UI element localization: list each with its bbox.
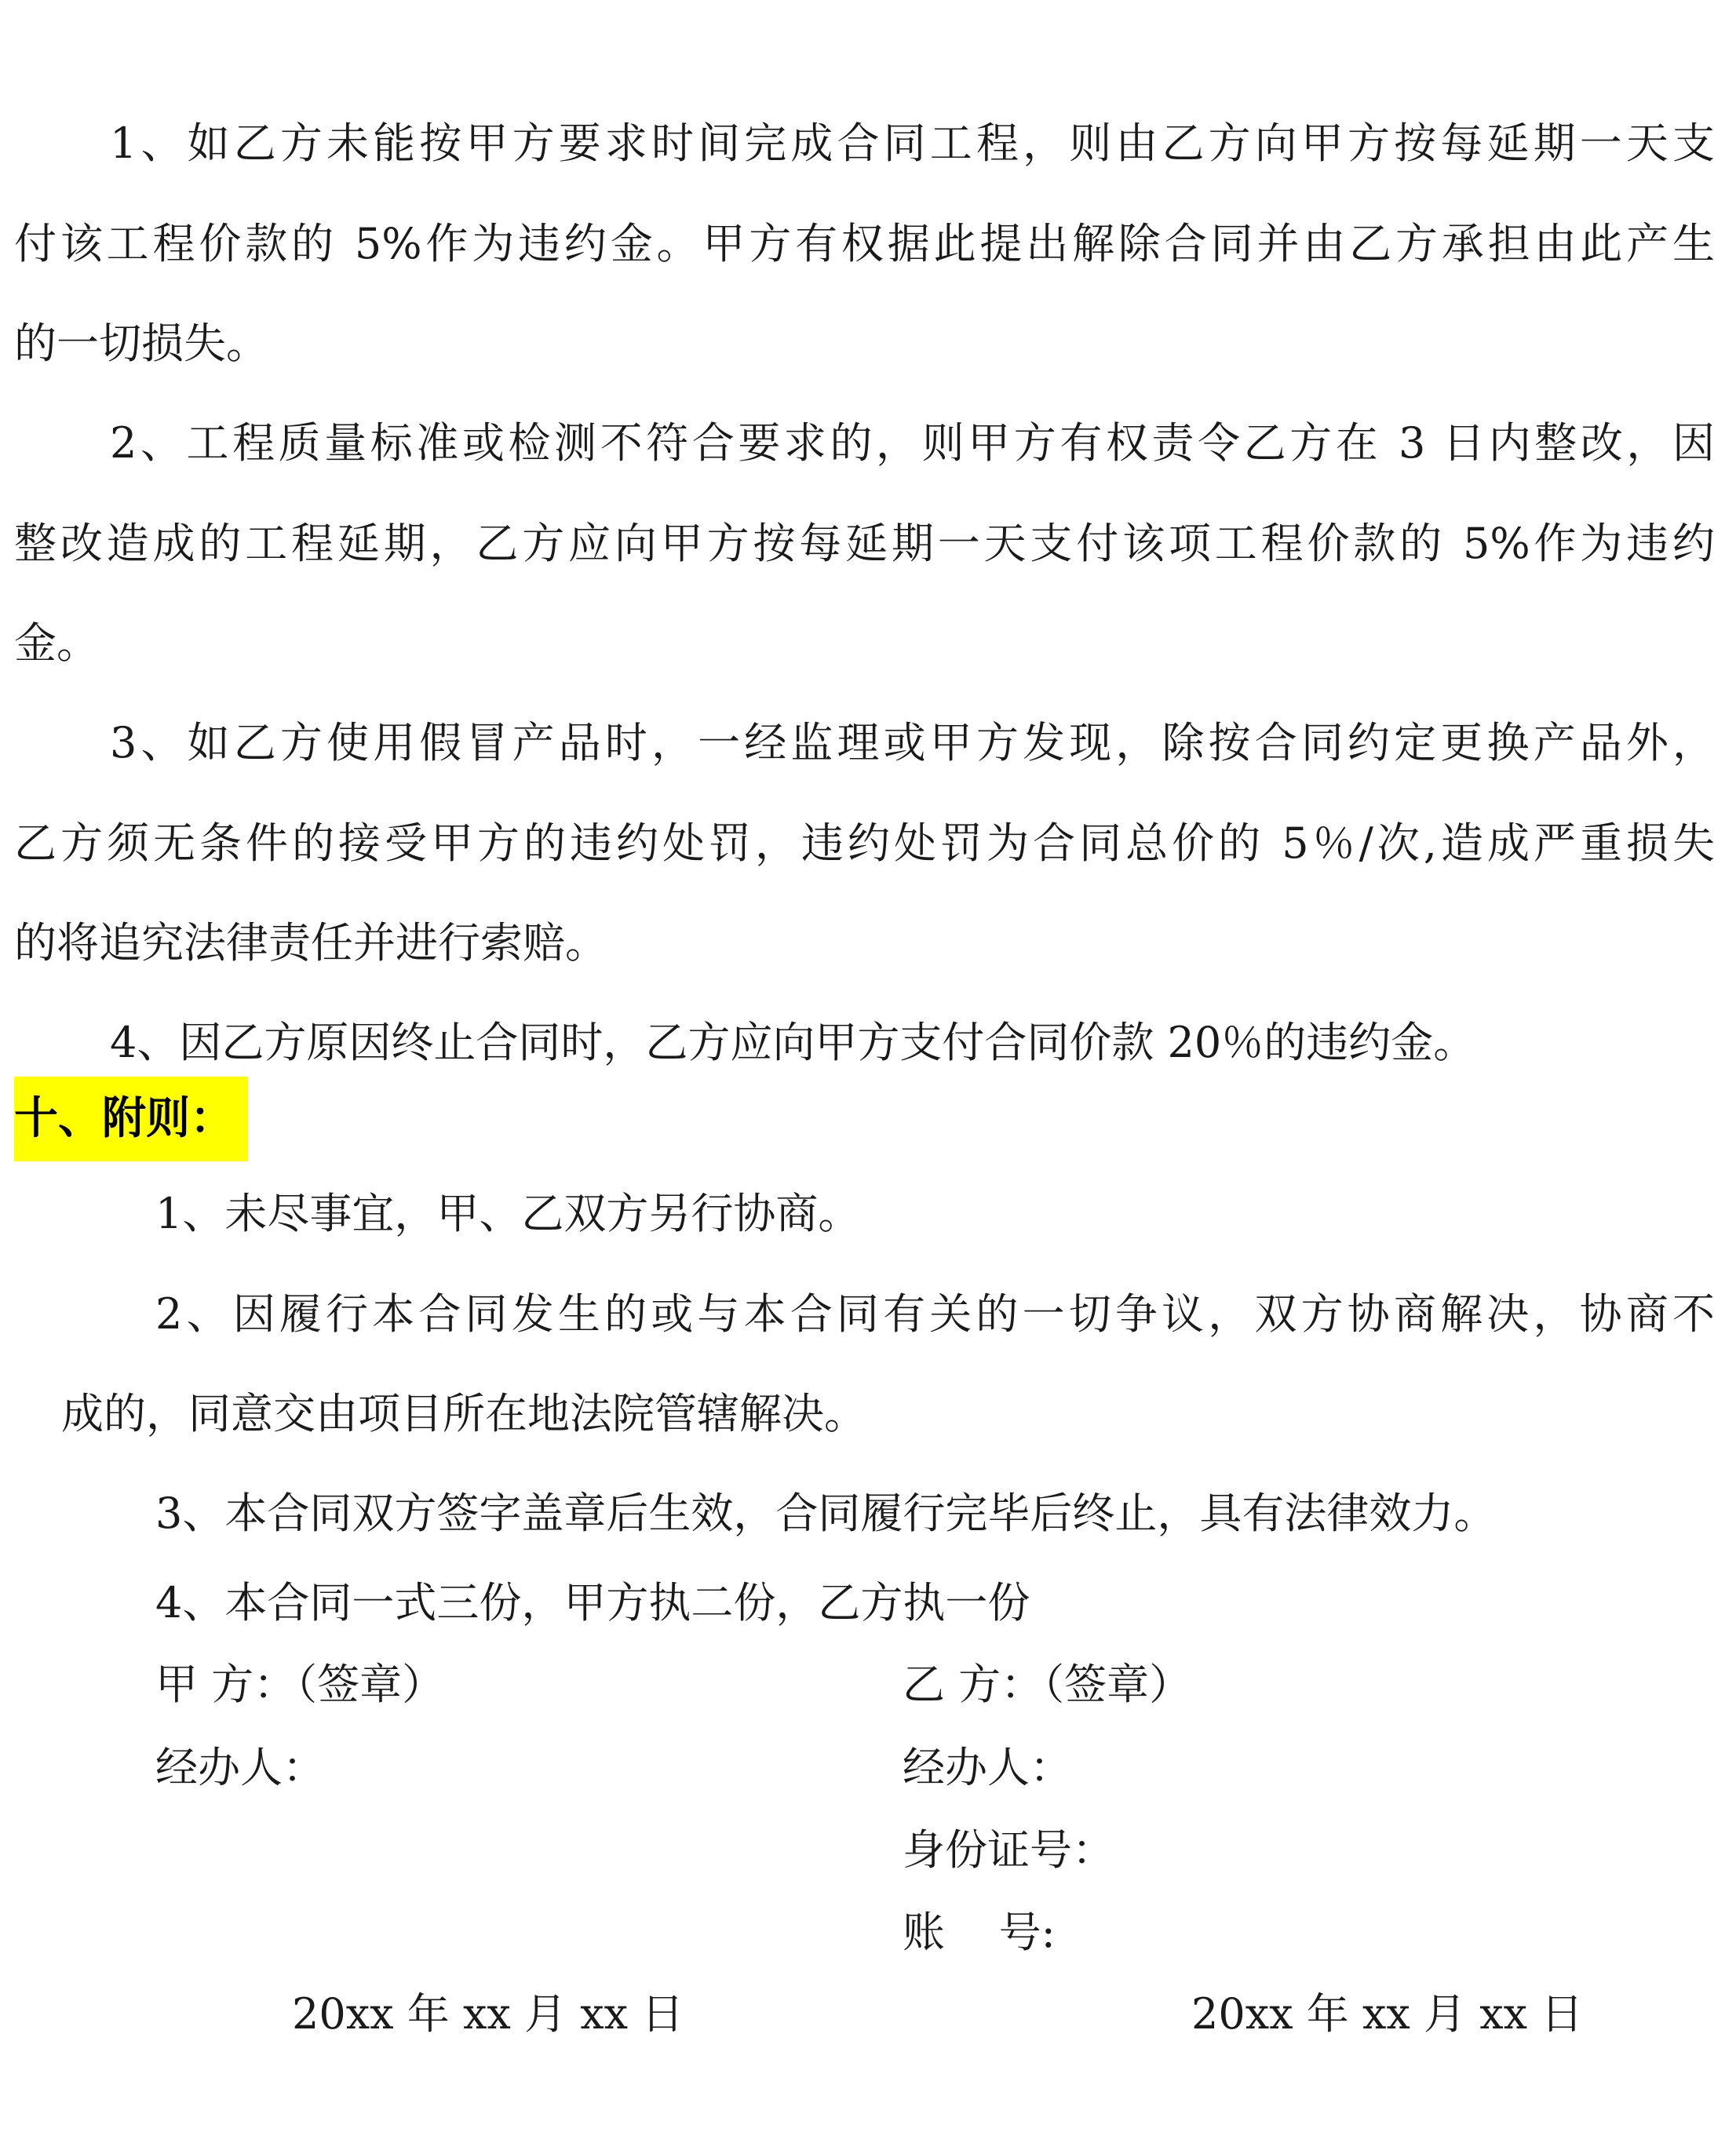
party-a-date: 20xx 年 xx 月 xx 日 [292,1989,684,2039]
clause-9-2-line-3: 金。 [14,618,99,668]
clause-9-1-line-3: 的一切损失。 [14,319,268,368]
clause-9-3-line-2: 乙方须无条件的接受甲方的违约处罚，违约处罚为合同总价的 5％/次,造成严重损失 [14,818,1715,868]
appendix-item-4: 4、本合同一式三份，甲方执二份，乙方执一份 [155,1578,1030,1627]
clause-9-1-line-1: 1、如乙方未能按甲方要求时间完成合同工程，则由乙方向甲方按每延期一天支 [110,118,1715,168]
party-b-date: 20xx 年 xx 月 xx 日 [1191,1989,1584,2039]
party-b-agent: 经办人： [903,1743,1072,1792]
party-a-label: 甲 方：（签章） [155,1660,445,1709]
section-heading: 十、附则： [14,1092,234,1144]
clause-9-3-line-1: 3、如乙方使用假冒产品时，一经监理或甲方发现，除按合同约定更换产品外， [110,718,1715,767]
appendix-item-2-line-2: 成的，同意交由项目所在地法院管辖解决。 [61,1389,866,1438]
appendix-item-3: 3、本合同双方签字盖章后生效，合同履行完毕后终止，具有法律效力。 [155,1489,1497,1538]
party-b-account: 账 号: [903,1908,1056,1957]
clause-9-4: 4、因乙方原因终止合同时，乙方应向甲方支付合同价款 20％的违约金。 [110,1018,1476,1067]
clause-9-3-line-3: 的将追究法律责任并进行索赔。 [14,918,607,968]
clause-9-1-line-2: 付该工程价款的 5%作为违约金。甲方有权据此提出解除合同并由乙方承担由此产生 [14,219,1715,268]
clause-9-2-line-1: 2、工程质量标准或检测不符合要求的，则甲方有权责令乙方在 3 日内整改，因 [110,418,1715,468]
clause-9-2-line-2: 整改造成的工程延期，乙方应向甲方按每延期一天支付该项工程价款的 5%作为违约 [14,519,1715,568]
party-b-id-number: 身份证号： [903,1825,1114,1875]
party-a-agent: 经办人： [155,1743,325,1792]
party-b-label: 乙 方：（签章） [903,1660,1192,1709]
appendix-item-1: 1、未尽事宜，甲、乙双方另行协商。 [155,1189,861,1238]
appendix-item-2-line-1: 2、因履行本合同发生的或与本合同有关的一切争议，双方协商解决，协商不 [155,1289,1715,1339]
